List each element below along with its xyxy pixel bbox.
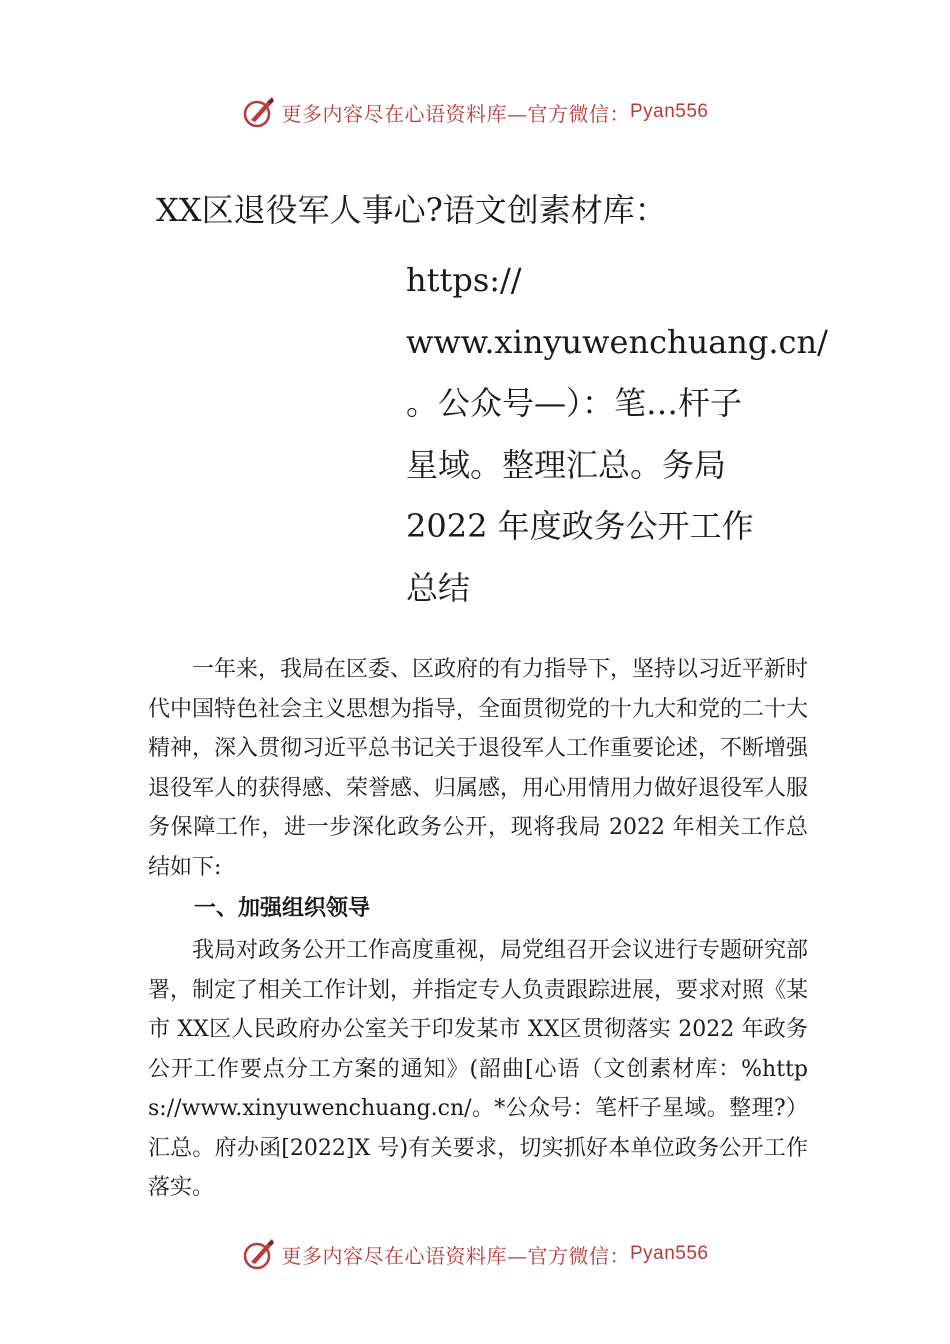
- document-title-continuation: [406, 250, 828, 619]
- title-line: 2022 年度政务公开工作: [406, 507, 754, 545]
- title-line: www.xinyuwenchuang.cn/: [406, 322, 828, 361]
- title-line: https://: [406, 261, 522, 299]
- document-body: [148, 650, 808, 1208]
- document-title-line-1: XX区退役军人事心?语文创素材库：: [156, 191, 667, 229]
- title-line: 。公众号—）：笔…杆子: [406, 384, 743, 422]
- footer-watermark: [0, 1236, 950, 1272]
- watermark-contact: Pyan556: [629, 1243, 709, 1264]
- section-paragraph: 我局对政务公开工作高度重视，局党组召开会议进行专题研究部署，制定了相关工作计划，并指定专人负责跟踪进展，要求对照《某市 XX区人民政府办公室关于印发某市 XX区贯彻落实 2022 年政务公开工作要点分工方案的通知》(韶曲[心语（文创素材库：%https://www.xinyuwenchuang.cn/。*公众号：笔杆子星域。整理?）汇总。府办函[2022]X 号)有关要求，切实抓好本单位政务公开工作落实。: [148, 938, 809, 1200]
- pen-logo-icon: [241, 94, 277, 130]
- title-line: 总结: [406, 568, 471, 607]
- watermark-contact: Pyan556: [629, 101, 709, 122]
- section-heading: 一、加强组织领导: [194, 896, 371, 921]
- title-line: 星域。整理汇总。务局: [406, 445, 727, 484]
- watermark-text: 更多内容尽在心语资料库—官方微信：: [281, 1243, 630, 1268]
- intro-paragraph: 一年来，我局在区委、区政府的有力指导下，坚持以习近平新时代中国特色社会主义思想为指导，全面贯彻党的十九大和党的二十大精神，深入贯彻习近平总书记关于退役军人工作重要论述，不断增强退役军人的获得感、荣誉感、归属感，用心用情用力做好退役军人服务保障工作，进一步深化政务公开，现将我局 2022 年相关工作总结如下:: [148, 657, 809, 880]
- header-watermark: [0, 94, 950, 130]
- pen-logo-icon: [241, 1236, 277, 1272]
- watermark-text: 更多内容尽在心语资料库—官方微信：: [281, 101, 630, 126]
